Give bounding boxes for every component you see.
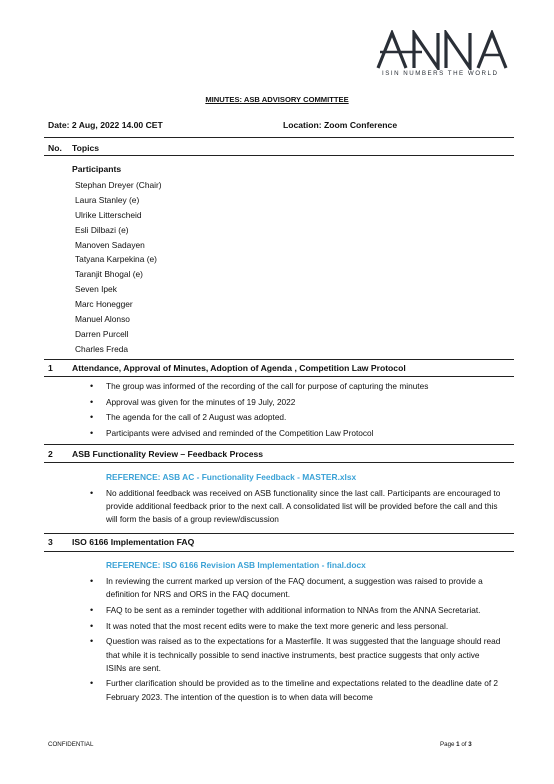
divider — [44, 359, 514, 360]
bullet-icon: • — [90, 381, 94, 391]
bullet-item: • It was noted that the most recent edits were to make the text more generic and less personal. — [90, 620, 502, 633]
participant: Tatyana Karpekina (e) — [75, 254, 157, 265]
section-2-title: ASB Functionality Review – Feedback Process — [72, 449, 264, 459]
bullet-icon: • — [90, 620, 94, 631]
participants-list — [75, 179, 162, 358]
participant: Laura Stanley (e) — [75, 194, 140, 205]
section-2-reference-link[interactable]: REFERENCE: ASB AC - Functionality Feedback - MASTER.xlsx — [106, 472, 357, 482]
bullet-icon: • — [90, 636, 94, 647]
participant: Darren Purcell — [75, 328, 129, 339]
section-3-title: ISO 6166 Implementation FAQ — [72, 537, 195, 547]
divider — [44, 376, 514, 377]
column-header-no: No. — [48, 143, 62, 153]
meeting-location: Location: Zoom Conference — [283, 120, 398, 130]
bullet-icon: • — [90, 576, 94, 586]
section-3-number: 3 — [48, 537, 53, 547]
participant: Esli Dilbazi (e) — [75, 224, 129, 235]
bullet-icon: • — [90, 428, 94, 439]
logo-tagline: ISIN NUMBERS THE WORLD — [382, 70, 499, 77]
bullet-item: • Question was raised as to the expectations for a Masterfile. It was suggested that the language should read that while it is technically possible to send inactive instruments, best practice suggests that only active ISINs are sent. — [90, 636, 501, 673]
bullet-item: • Participants were advised and reminded of the Competition Law Protocol — [90, 427, 502, 440]
participant: Ulrike Litterscheid — [75, 209, 142, 220]
bullet-icon: • — [90, 678, 94, 689]
meeting-date: Date: 2 Aug, 2022 14.00 CET — [48, 120, 163, 130]
bullet-icon: • — [90, 488, 94, 498]
anna-logo-mark — [376, 30, 514, 70]
participant: Manuel Alonso — [75, 314, 130, 325]
divider — [44, 551, 514, 552]
bullet-item: • No additional feedback was received on ASB functionality since the last call. Participants are encouraged to provide additional feedback prior to the next call. A consolidated list will be provided before the call and this will form the basis of a group review/discussion — [90, 488, 501, 525]
participant: Marc Honegger — [75, 299, 133, 310]
participant: Seven Ipek — [75, 284, 117, 295]
document-title: MINUTES: ASB ADVISORY COMMITTEE — [205, 95, 349, 104]
divider — [44, 155, 514, 156]
section-1-number: 1 — [48, 363, 53, 373]
bullet-item: • FAQ to be sent as a reminder together with additional information to NNAs from the ANNA Secretariat. — [90, 604, 502, 617]
participant: Stephan Dreyer (Chair) — [75, 180, 162, 190]
divider — [44, 533, 514, 534]
footer-confidential: CONFIDENTIAL — [48, 741, 94, 748]
bullet-icon: • — [90, 412, 94, 423]
section-1-bullets — [90, 380, 502, 443]
footer-page-number: Page 1 of 3 — [440, 741, 472, 748]
bullet-item: • The agenda for the call of 2 August was adopted. — [90, 411, 502, 424]
section-3-bullets — [90, 575, 502, 706]
participant: Manoven Sadayen — [75, 239, 145, 250]
bullet-item: • The group was informed of the recording of the call for purpose of capturing the minutes — [90, 380, 502, 393]
participant: Charles Freda — [75, 343, 129, 354]
bullet-item: • Approval was given for the minutes of 19 July, 2022 — [90, 396, 502, 409]
divider — [44, 444, 514, 445]
participant: Taranjit Bhogal (e) — [75, 269, 143, 280]
divider — [44, 462, 514, 463]
section-2-number: 2 — [48, 449, 53, 459]
column-header-topics: Topics — [72, 143, 100, 153]
bullet-icon: • — [90, 396, 94, 407]
bullet-icon: • — [90, 604, 94, 615]
section-3-reference-link[interactable]: REFERENCE: ISO 6166 Revision ASB Implementation - final.docx — [106, 560, 366, 570]
section-1-title: Attendance, Approval of Minutes, Adoption of Agenda , Competition Law Protocol — [72, 363, 406, 373]
bullet-item: • In reviewing the current marked up version of the FAQ document, a suggestion was raised to provide a definition for NRS and ORS in the FAQ document. — [90, 576, 483, 600]
participants-title: Participants — [72, 164, 122, 174]
divider — [44, 137, 514, 138]
section-2-bullets — [90, 487, 502, 529]
bullet-item: • Further clarification should be provided as to the timeline and expectations related to the deadline date of 2 February 2023. The intention of the question is to when data will become — [90, 678, 499, 702]
